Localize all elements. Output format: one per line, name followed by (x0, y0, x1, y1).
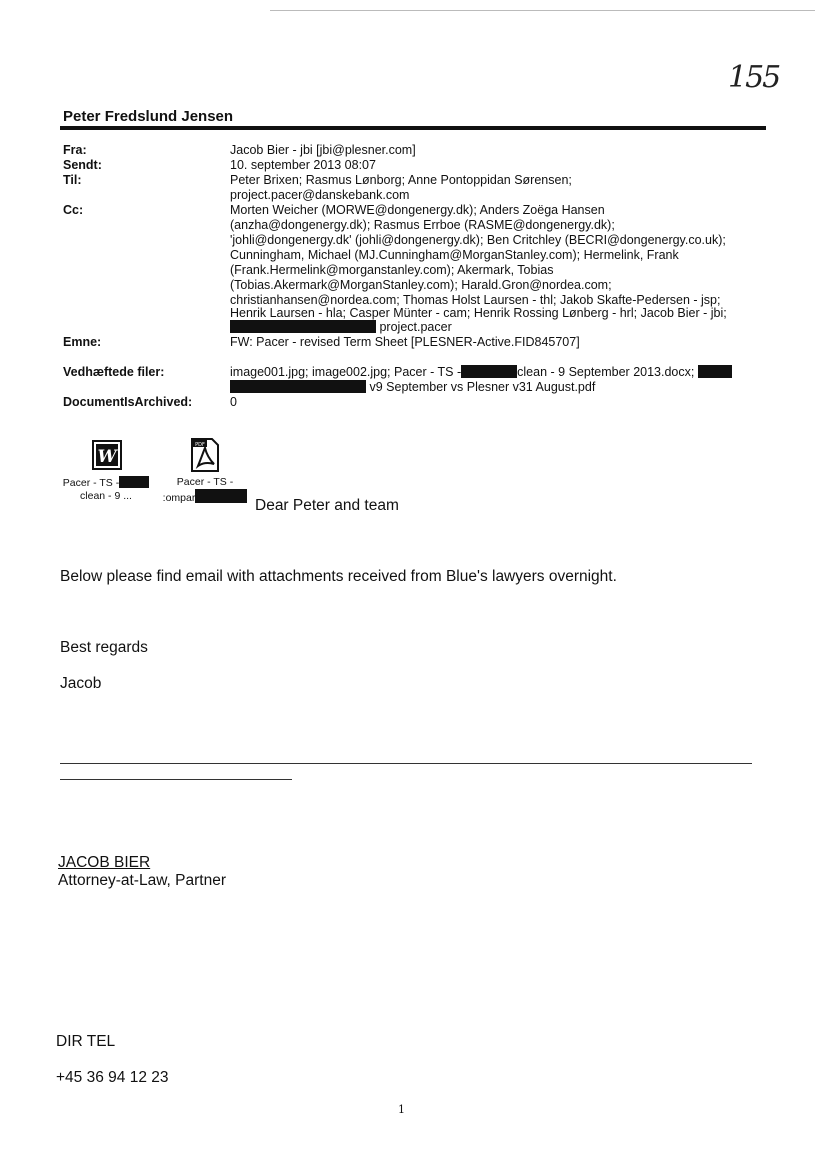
signature-name: JACOB BIER (58, 854, 151, 871)
attachment-label-line: Pacer - TS - (176, 476, 234, 488)
signature-divider-short (60, 779, 292, 780)
regards: Best regards (60, 639, 148, 656)
attachments-text-b: clean - 9 September 2013.docx; (517, 365, 695, 379)
attachments-value-line1 (230, 365, 770, 380)
attachment-label-line: Pacer - TS - (62, 477, 120, 489)
attachment-pdf[interactable] (190, 438, 220, 477)
cc-last-text: project.pacer (379, 320, 452, 334)
svg-text:W: W (97, 447, 117, 467)
message-text: Below please find email with attachments received from Blue's lawyers overnight. (60, 568, 617, 585)
cc-value-line: Morten Weicher (MORWE@dongenergy.dk); Anders Zoëga Hansen (230, 203, 605, 217)
cc-value-line: Henrik Laursen - hla; Casper Münter - cam; Henrik Rossing Lønberg - hrl; Jacob Bier - jbi; (230, 306, 727, 320)
archived-label: DocumentIsArchived: (63, 395, 193, 409)
attachment-pdf-label (155, 476, 255, 505)
word-doc-icon (92, 440, 122, 470)
cc-value-line: Cunningham, Michael (MJ.Cunningham@MorganStanley.com); Hermelink, Frank (230, 248, 679, 262)
signature-title: Attorney-at-Law, Partner (58, 872, 226, 889)
redaction-block (119, 476, 149, 488)
cc-value-line: (Tobias.Akermark@MorganStanley.com); Harald.Gron@nordea.com; (230, 278, 612, 292)
attachment-word[interactable] (92, 440, 122, 475)
attachments-value-line2 (230, 380, 770, 395)
pdf-icon (190, 438, 220, 472)
header-rule (60, 126, 766, 130)
signature-divider (60, 763, 752, 764)
subject-label: Emne: (63, 335, 102, 349)
cc-value-last (230, 320, 770, 335)
attachments-label: Vedhæftede filer: (63, 365, 165, 379)
attachments-text-c: v9 September vs Plesner v31 August.pdf (369, 380, 596, 394)
archived-value: 0 (230, 395, 237, 409)
from-label: Fra: (63, 143, 87, 157)
svg-text:PDF: PDF (195, 442, 205, 448)
attachment-label-line: :ompar (162, 492, 196, 504)
cc-label: Cc: (63, 203, 84, 217)
attachments-text-a: image001.jpg; image002.jpg; Pacer - TS - (230, 365, 462, 379)
sent-value: 10. september 2013 08:07 (230, 158, 376, 172)
attachment-label-line: clean - 9 ... (80, 490, 132, 502)
to-value-line2: project.pacer@danskebank.com (230, 188, 410, 202)
greeting: Dear Peter and team (255, 497, 399, 514)
to-value-line1: Peter Brixen; Rasmus Lønborg; Anne Pontoppidan Sørensen; (230, 173, 572, 187)
from-value: Jacob Bier - jbi [jbi@plesner.com] (230, 143, 416, 157)
page-number: 1 (398, 1103, 405, 1116)
attachment-word-label (60, 476, 152, 503)
redaction-block (230, 380, 366, 393)
redaction-block (230, 320, 376, 333)
mailbox-owner-name: Peter Fredslund Jensen (63, 108, 234, 125)
dir-tel-value: +45 36 94 12 23 (56, 1069, 169, 1086)
cc-value-line: 'johli@dongenergy.dk' (johli@dongenergy.dk); Ben Critchley (BECRI@dongenergy.co.uk); (230, 233, 726, 247)
cc-value-line: christianhansen@nordea.com; Thomas Holst Laursen - thl; Jakob Skafte-Pedersen - jsp; (230, 293, 721, 307)
subject-value: FW: Pacer - revised Term Sheet [PLESNER-Active.FID845707] (230, 335, 580, 349)
redaction-block (698, 365, 732, 378)
dir-tel-label: DIR TEL (56, 1033, 116, 1050)
to-label: Til: (63, 173, 82, 187)
cc-value-line: (anzha@dongenergy.dk); Rasmus Errboe (RASME@dongenergy.dk); (230, 218, 615, 232)
redaction-block (461, 365, 517, 378)
cc-value-line: (Frank.Hermelink@morganstanley.com); Akermark, Tobias (230, 263, 554, 277)
sender-first-name: Jacob (60, 675, 102, 692)
redaction-block (195, 489, 247, 503)
handwritten-page-mark: 155 (728, 60, 780, 95)
sent-label: Sendt: (63, 158, 102, 172)
scan-top-line (270, 10, 815, 11)
